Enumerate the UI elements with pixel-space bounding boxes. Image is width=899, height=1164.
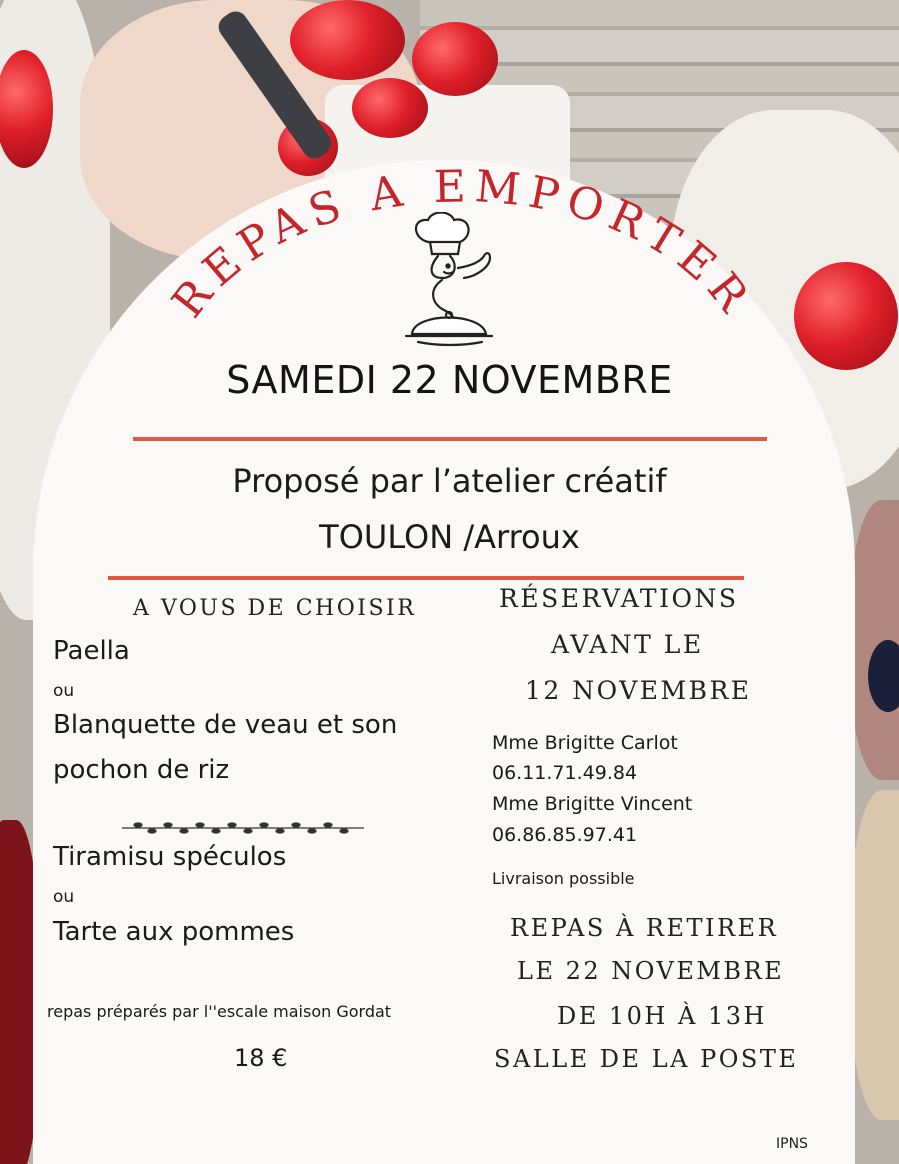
prepared-by: repas préparés par l''escale maison Gordat bbox=[47, 1002, 392, 1021]
page-title: REPAS A EMPORTER bbox=[162, 160, 763, 328]
menu-main-2-line1: Blanquette de veau et son bbox=[53, 710, 398, 740]
chef-with-cloche-icon bbox=[398, 212, 503, 357]
reservations-line1: RÉSERVATIONS bbox=[499, 584, 739, 613]
reservations-line2: AVANT LE bbox=[551, 630, 704, 659]
organizer-line2: TOULON /Arroux bbox=[319, 518, 580, 556]
arched-title bbox=[0, 0, 899, 420]
pickup-line2: LE 22 NOVEMBRE bbox=[517, 957, 785, 985]
contact-1-name: Mme Brigitte Carlot bbox=[492, 732, 678, 754]
menu-or-1: ou bbox=[53, 681, 75, 701]
menu-or-2: ou bbox=[53, 887, 75, 907]
menu-heading: A VOUS DE CHOISIR bbox=[133, 596, 417, 621]
menu-dessert-2: Tarte aux pommes bbox=[53, 917, 295, 947]
menu-main-2-line2: pochon de riz bbox=[53, 755, 230, 785]
contact-1-phone: 06.11.71.49.84 bbox=[492, 762, 638, 784]
event-date: SAMEDI 22 NOVEMBRE bbox=[226, 358, 673, 402]
crackers bbox=[850, 790, 899, 1120]
menu-main-1: Paella bbox=[53, 636, 130, 666]
divider-middle bbox=[108, 576, 744, 580]
reservations-line3: 12 NOVEMBRE bbox=[525, 676, 752, 705]
delivery-note: Livraison possible bbox=[492, 869, 635, 888]
contact-2-name: Mme Brigitte Vincent bbox=[492, 793, 693, 815]
pickup-line4: SALLE DE LA POSTE bbox=[494, 1045, 799, 1073]
divider-top bbox=[133, 437, 767, 441]
pickup-line1: REPAS À RETIRER bbox=[510, 914, 779, 942]
vine-divider-icon bbox=[118, 818, 368, 838]
ipns-label: IPNS bbox=[776, 1136, 808, 1152]
contact-2-phone: 06.86.85.97.41 bbox=[492, 824, 638, 846]
price: 18 € bbox=[234, 1044, 288, 1072]
organizer-line1: Proposé par l’atelier créatif bbox=[232, 462, 667, 500]
menu-dessert-1: Tiramisu spéculos bbox=[53, 842, 287, 872]
pickup-line3: DE 10H À 13H bbox=[557, 1002, 767, 1030]
